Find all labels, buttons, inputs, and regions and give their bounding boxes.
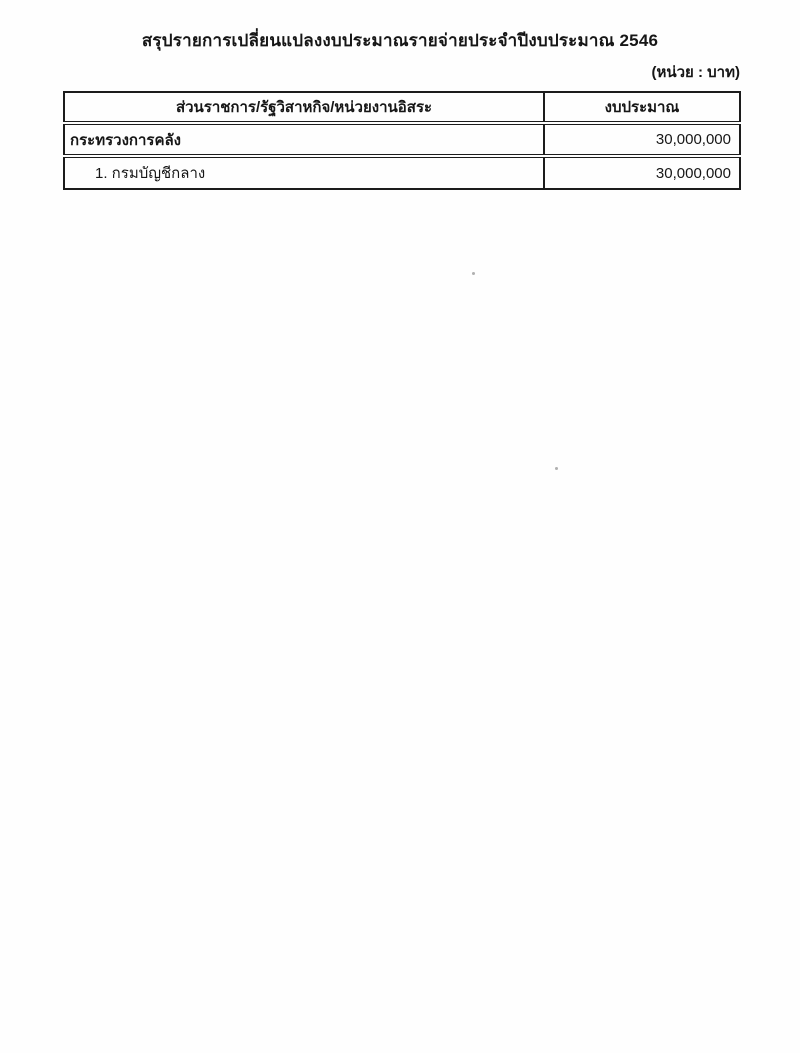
- budget-amount: 30,000,000: [544, 156, 740, 189]
- scan-artifact-speck: [472, 272, 475, 275]
- agency-name: กระทรวงการคลัง: [64, 123, 544, 156]
- budget-table: [63, 91, 741, 190]
- column-header-agency: ส่วนราชการ/รัฐวิสาหกิจ/หน่วยงานอิสระ: [64, 92, 544, 123]
- scan-artifact-speck: [555, 467, 558, 470]
- table-row: [64, 123, 740, 156]
- agency-name: 1. กรมบัญชีกลาง: [64, 156, 544, 189]
- unit-label: (หน่วย : บาท): [651, 64, 740, 81]
- column-header-budget: งบประมาณ: [544, 92, 740, 123]
- table-row: [64, 156, 740, 189]
- budget-amount: 30,000,000: [544, 123, 740, 156]
- table-header-row: [64, 92, 740, 123]
- document-title: สรุปรายการเปลี่ยนแปลงงบประมาณรายจ่ายประจำปีงบประมาณ 2546: [141, 31, 659, 50]
